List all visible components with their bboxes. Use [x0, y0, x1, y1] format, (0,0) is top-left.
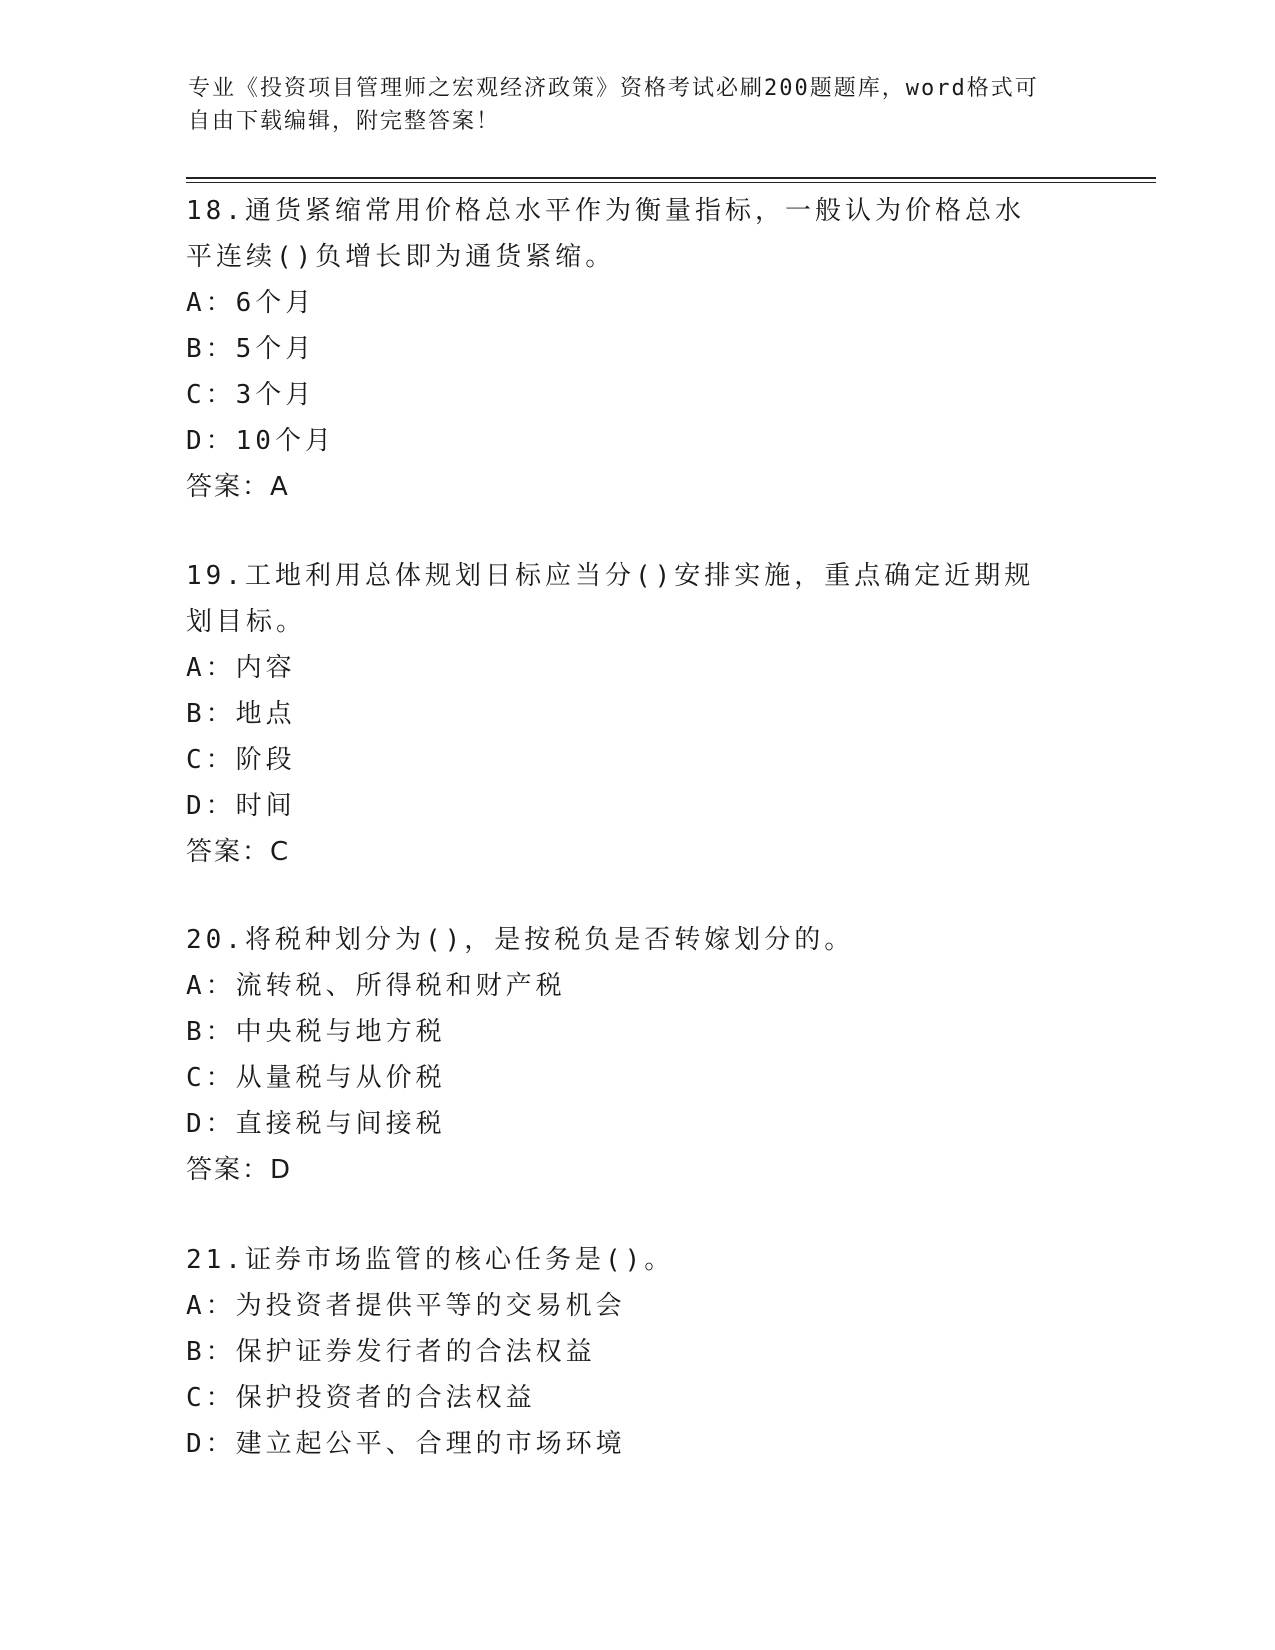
- option-b: B：保护证券发行者的合法权益: [186, 1337, 596, 1367]
- header-divider: [186, 177, 1156, 179]
- header-line-2: 自由下载编辑，附完整答案！: [188, 109, 501, 134]
- question-21: [186, 1237, 1086, 1467]
- answer: 答案：A: [186, 472, 290, 502]
- question-18: [186, 188, 1086, 510]
- option-a: A：流转税、所得税和财产税: [186, 971, 566, 1001]
- question-stem: 21.证券市场监管的核心任务是()。: [186, 1245, 675, 1275]
- header-divider-thin: [186, 182, 1156, 183]
- option-b: B：地点: [186, 699, 296, 729]
- question-stem: 18.通货紧缩常用价格总水平作为衡量指标，一般认为价格总水平连续()负增长即为通货紧缩。: [186, 196, 1025, 272]
- answer: 答案：C: [186, 837, 291, 867]
- option-b: B：中央税与地方税: [186, 1017, 446, 1047]
- option-c: C：阶段: [186, 745, 296, 775]
- option-c: C：保护投资者的合法权益: [186, 1383, 536, 1413]
- document-header: [188, 72, 1068, 138]
- question-stem: 20.将税种划分为()，是按税负是否转嫁划分的。: [186, 925, 855, 955]
- option-d: D：10个月: [186, 426, 335, 456]
- question-stem: 19.工地利用总体规划日标应当分()安排实施，重点确定近期规划目标。: [186, 561, 1035, 637]
- option-c: C：3个月: [186, 380, 316, 410]
- option-d: D：直接税与间接税: [186, 1109, 446, 1139]
- question-20: [186, 917, 1086, 1193]
- option-d: D：建立起公平、合理的市场环境: [186, 1429, 626, 1459]
- option-a: A：6个月: [186, 288, 316, 318]
- header-line-1: 专业《投资项目管理师之宏观经济政策》资格考试必刷200题题库，word格式可: [188, 76, 1039, 101]
- option-c: C：从量税与从价税: [186, 1063, 446, 1093]
- option-a: A：为投资者提供平等的交易机会: [186, 1291, 626, 1321]
- option-d: D：时间: [186, 791, 296, 821]
- answer: 答案：D: [186, 1155, 293, 1185]
- option-b: B：5个月: [186, 334, 316, 364]
- option-a: A：内容: [186, 653, 296, 683]
- question-19: [186, 553, 1086, 875]
